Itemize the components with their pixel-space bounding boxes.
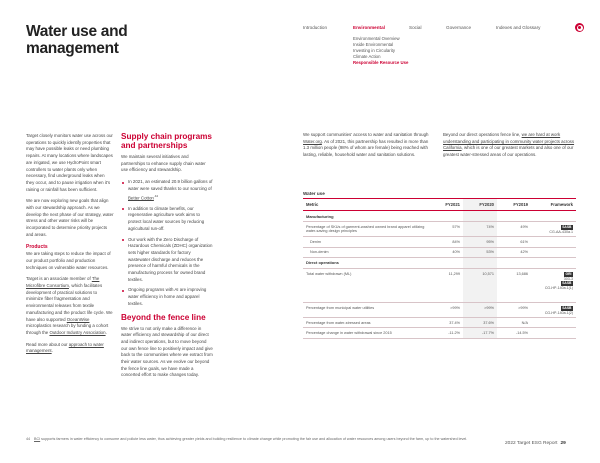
target-logo-icon[interactable]	[575, 23, 584, 32]
column-2	[121, 132, 213, 384]
california-paragraph: Beyond our direct operations fence line, we are hard at work understanding and participating in community water projects across California, which is one of our greatest markets and also one of our greatest water-stressed areas of our operations.	[443, 132, 575, 158]
header-framework: Framework	[531, 199, 576, 211]
water-management-link[interactable]: approach to water management	[26, 341, 104, 354]
bci-link[interactable]: BCI	[34, 437, 41, 441]
read-more-paragraph: Read more about our approach to water management.	[26, 341, 104, 354]
community-water-projects-link[interactable]: we are hard at work understanding and participating in community water projects across California	[443, 132, 575, 151]
nav-governance[interactable]: Governance	[446, 25, 472, 30]
sasb-badge: SASB	[562, 306, 572, 311]
subnav-environmental-overview[interactable]: Environmental Overview	[353, 36, 400, 41]
table-row: Denim 84% 95% 61%	[303, 237, 576, 247]
table-section-row: Manufacturing	[303, 211, 576, 222]
table-row: Percentage of SKUs of garment-washed owned brand apparel utilizing water-saving design principles 57% 74% 49% SASB CG-AA-430a.1	[303, 222, 576, 237]
supply-chain-heading: Supply chain programs and partnerships	[121, 132, 212, 150]
header-metric: Metric	[303, 199, 429, 211]
subnav-climate-action[interactable]: Climate Action	[353, 54, 381, 60]
nav-introduction[interactable]: Introduction	[303, 25, 328, 30]
report-name: 2022 Target ESG Report	[505, 441, 558, 446]
subnav-investing-circularity[interactable]: Investing in Circularity	[353, 48, 396, 54]
sub-nav	[353, 36, 408, 66]
microfibre-consortium-link[interactable]: The Microfibre Consortium	[26, 276, 100, 289]
list-item: Ongoing programs with AI are improving water efficiency in home and apparel textiles.	[121, 287, 213, 307]
oceanwise-link[interactable]: OceanWise	[66, 316, 90, 322]
table-row: Non-denim 40% 53% 42%	[303, 247, 576, 257]
table-row: Percentage from municipal water utilities >99% >99% >99% SASB CG-HP-140a.1(2)	[303, 302, 576, 317]
page-footer	[505, 441, 566, 446]
products-heading: Products	[26, 243, 48, 250]
beyond-fence-heading: Beyond the fence line	[121, 312, 206, 322]
goals-paragraph: We are now exploring new goals that align with our stewardship approach. As we develop the next phase of our strategy, water stress and other water risks will be incorporated to determine priority projects and areas.	[26, 198, 114, 237]
table-section-row: Direct operations	[303, 257, 576, 268]
sasb-badge: SASB	[562, 281, 572, 286]
table-label: Water use	[303, 191, 325, 196]
table-row: Percentage change in water withdrawal since 2015 -11.2% -17.7% -14.5%	[303, 328, 576, 338]
nav-environmental[interactable]: Environmental	[353, 25, 385, 30]
table-row: Total water withdrawn (ML) 11,299 10,571 13,686 GRI 303-3 SASB CG-HP-140a.1(1)	[303, 268, 576, 302]
header-fy2021: FY2021	[429, 199, 463, 211]
sasb-badge: SASB	[562, 225, 572, 230]
supply-chain-list	[121, 179, 213, 307]
water-org-paragraph: We support communities' access to water and sanitation through Water.org. As of 2021, this partnership has resulted in more than 1.3 million people (98% of whom are female) being reached with lasting, reliable, household water and sanitation solutions.	[303, 132, 429, 158]
microfibre-paragraph: Target is an associate member of The Microfibre Consortium, which facilitates development of practical solutions to minimize fiber fragmentation and environmental releases from textile manufacturing and the product life cycle. We have also supported OceanWise microplastics research by funding a cohort through the Outdoor Industry Association.	[26, 276, 113, 335]
subnav-responsible-resource-use[interactable]: Responsible Resource Use	[353, 60, 409, 66]
gri-badge: GRI	[565, 272, 572, 277]
supply-chain-paragraph: We maintain several initiatives and partnerships to enhance supply chain water use efficiency and stewardship.	[121, 154, 206, 173]
footnote-marker: 44	[26, 437, 31, 441]
nav-indexes-glossary[interactable]: Indexes and Glossary	[496, 25, 541, 30]
better-cotton-link[interactable]: Better Cotton	[128, 194, 154, 200]
column-3	[303, 132, 435, 164]
water-use-table	[303, 198, 576, 339]
table-row: Percentage from water-stressed areas 37.4% 37.6% N/A	[303, 318, 576, 328]
intro-paragraph: Target closely monitors water use across our operations to quickly identify properties that may have possible leaks or need plumbing repairs. At many locations where landscapes are irrigated, we use HydroPoint smart controllers to water plants only when necessary, find underground leaks when they occur, and to pause irrigation when it's raining or rainfall has been sufficient.	[26, 133, 113, 192]
header-fy2020: FY2020	[463, 199, 497, 211]
column-1	[26, 133, 114, 360]
beyond-fence-paragraph: We strive to not only make a difference in water efficiency and stewardship of our direct and indirect operations, but to move beyond our own fence line to positively impact and give back to the communities where we extract from their water sources. As we evolve our beyond the fence line goals, we have made a concerted effort to make changes today.	[121, 325, 213, 378]
list-item: In addition to climate benefits, our regenerative agriculture work aims to protect local water sources by reducing agricultural run-off.	[121, 206, 213, 233]
column-4	[443, 132, 575, 164]
nav-social[interactable]: Social	[409, 25, 422, 30]
subnav-inside-environmental[interactable]: Inside Environmental	[353, 42, 394, 48]
header-fy2019: FY2019	[497, 199, 531, 211]
products-paragraph: We are taking steps to reduce the impact of our product portfolio and production techniques on vulnerable water resources.	[26, 251, 111, 270]
water-org-link[interactable]: Water.org	[303, 138, 322, 144]
list-item: Our work with the Zero Discharge of Hazardous Chemicals (ZDHC) organization sets higher standards for factory wastewater discharge and reduces the presence of harmful chemicals in the manufacturing process for owned brand textiles.	[121, 237, 213, 284]
list-item: In 2021, an estimated 20.9 billion gallons of water were saved thanks to our sourcing of Better Cotton$^{.44}$	[121, 179, 213, 202]
outdoor-industry-association-link[interactable]: Outdoor Industry Association	[49, 329, 106, 335]
page-title: Water use and management	[26, 23, 128, 57]
table-header-row	[303, 199, 576, 211]
page-number: 29	[560, 441, 566, 446]
footnote: 44 BCI supports farmers in water efficiency to consume and pollute less water, thus achieving greater yields and building resilience to climate change while promoting the fair use and allocation of water resources among users beyond the farm, up to the watershed level.	[26, 437, 468, 441]
